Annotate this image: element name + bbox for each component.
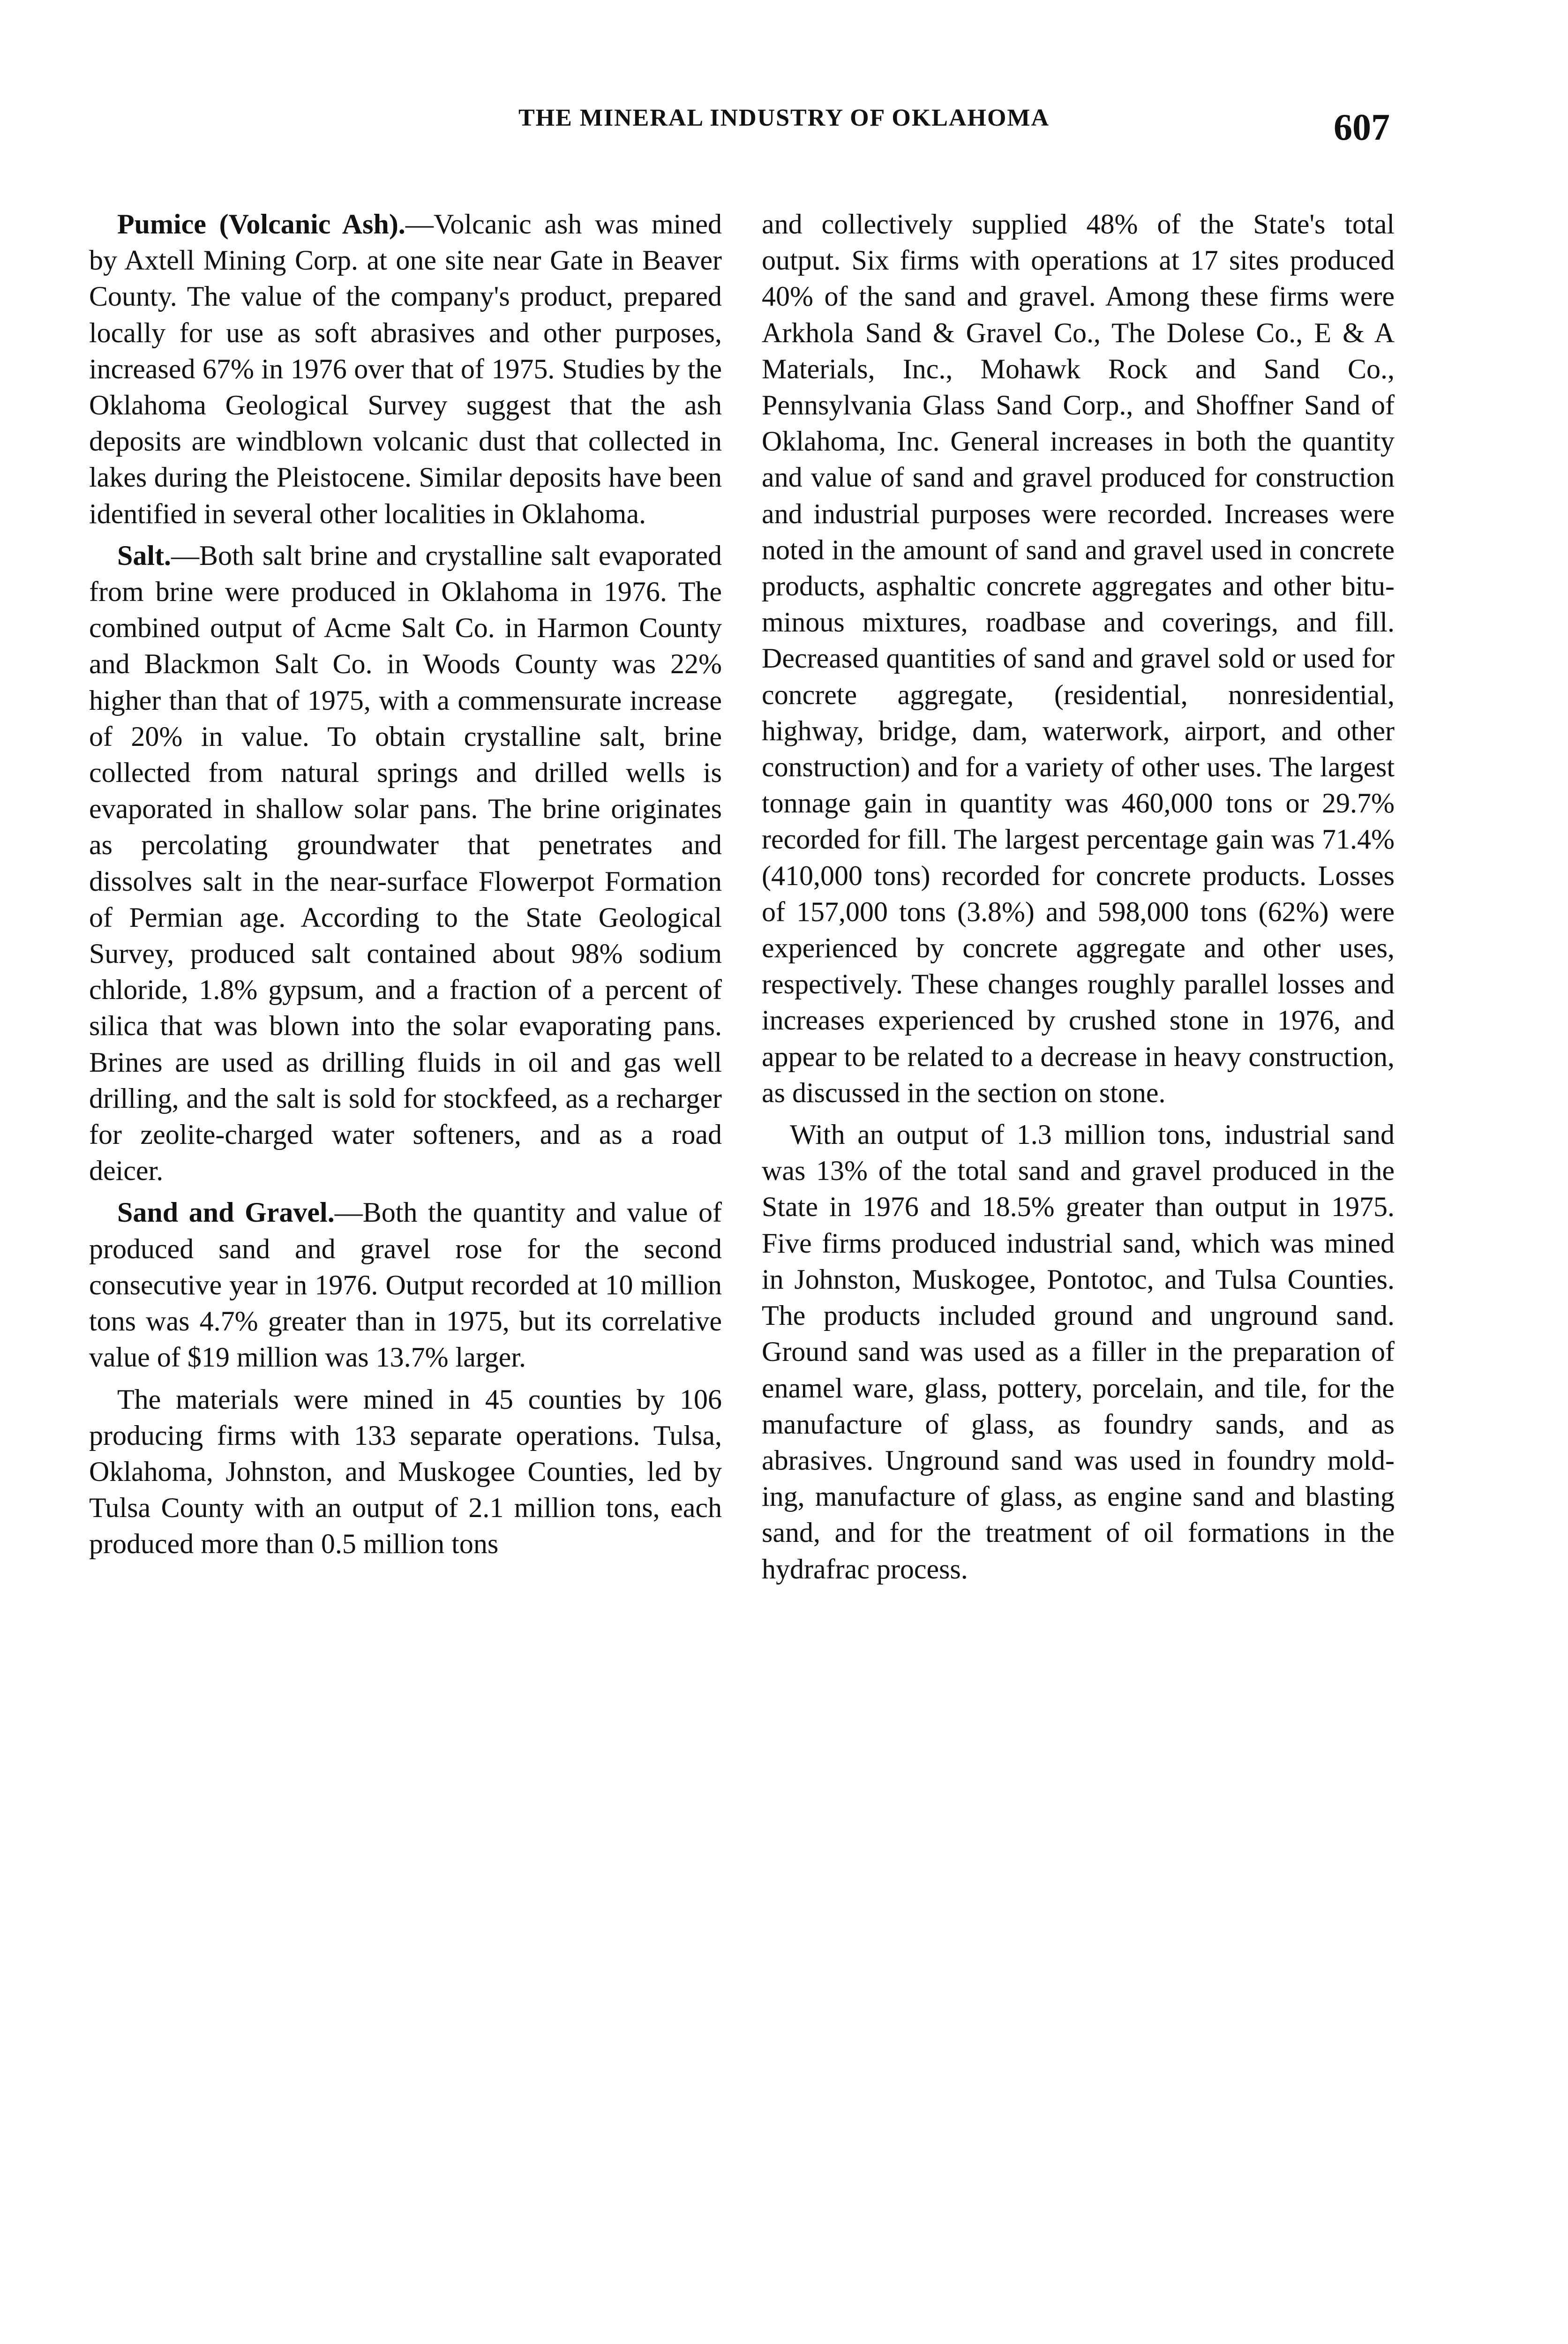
materials-paragraph: The materials were mined in 45 counties by 106 producing firms with 133 separate operations. Tulsa, Oklahoma, Johnston, and Muskogee Counties, led by Tulsa County with an output of 2.1 million tons, each produced more than 0.5 million tons [89,1383,722,1560]
page-number: 607 [1334,107,1390,148]
salt-text: —Both salt brine and crystalline salt evaporated from brine were produced in Oklahoma in 1976. The combined output of Acme Salt Co. in Harmon County and Blackmon Salt Co. in Woods County was 22% higher than that of 1975, with a commensurate increase of 20% in value. To obtain crystalline salt, brine collected from natural springs and drilled wells is evaporated in shallow solar pans. The brine originates as percolating groundwater that penetrates and dissolves salt in the near-surface Flowerpot Formation of Permian age. According to the State Geological Survey, produced salt contained about 98% sodium chloride, 1.8% gypsum, and a fraction of a percent of silica that was blown into the solar evaporating pans. Brines are used as drilling fluids in oil and gas well drilling, and the salt is sold for stockfeed, as a recharger for zeolite-charged water softeners, and as a road deicer. [89,540,722,1187]
right-column [762,206,1395,1593]
salt-paragraph [89,538,722,1189]
sand-gravel-paragraph [89,1195,722,1375]
sand-gravel-text: —Both the quantity and value of produced sand and gravel rose for the second consecutive year in 1976. Output recorded at 10 million tons was 4.7% greater than in 1975, but its correlative value of $19 million was 13.7% larger. [89,1197,722,1373]
salt-heading: Salt. [117,540,172,571]
industrial-sand-paragraph: With an output of 1.3 million tons, industrial sand was 13% of the total sand and gravel produced in the State in 1976 and 18.5% greater than output in 1975. Five firms produced industrial sand, which was mined in Johnston, Muskogee, Pontotoc, and Tulsa Counties. The products included ground and unground sand. Ground sand was used as a filler in the preparation of enamel ware, glass, pottery, porcelain, and tile, for the manufacture of glass, as foundry sands, and as abrasives. Unground sand was used in foundry molding, manufacture of glass, as engine sand and blasting sand, and for the treatment of oil formations in the hydrafrac process. [762,1119,1395,1585]
running-title: THE MINERAL INDUSTRY OF OKLAHOMA [518,105,1050,131]
left-column [89,206,722,1568]
sand-gravel-heading: Sand and Gravel. [117,1197,335,1228]
continued-paragraph: and collectively supplied 48% of the State's total output. Six firms with operations at 17 sites produced 40% of the sand and gravel. Among these firms were Arkhola Sand & Gravel Co., The Dolese Co., E & A Materials, Inc., Mohawk Rock and Sand Co., Pennsylvania Glass Sand Corp., and Shoffner Sand of Oklahoma, Inc. General increases in both the quantity and value of sand and gravel produced for construction and industrial purposes were recorded. Increases were noted in the amount of sand and gravel used in concrete products, asphaltic concrete aggregates and other bituminous mixtures, roadbase and coverings, and fill. Decreased quantities of sand and gravel sold or used for concrete aggregate, (residential, nonresidential, highway, bridge, dam, waterwork, airport, and other construction) and for a variety of other uses. The largest tonnage gain in quantity was 460,000 tons or 29.7% recorded for fill. The largest percentage gain was 71.4% (410,000 tons) recorded for concrete products. Losses of 157,000 tons (3.8%) and 598,000 tons (62%) were experienced by concrete aggregate and other uses, respectively. These changes roughly parallel losses and increases experienced by crushed stone in 1976, and appear to be related to a decrease in heavy construction, as discussed in the section on stone. [762,209,1395,1108]
pumice-paragraph [89,206,722,532]
pumice-heading: Pumice (Volcanic Ash). [117,209,405,240]
pumice-text: —Volcanic ash was mined by Axtell Mining Corp. at one site near Gate in Beaver County. The value of the company's product, prepared locally for use as soft abrasives and other purposes, increased 67% in 1976 over that of 1975. Studies by the Oklahoma Geological Survey suggest that the ash deposits are windblown volcanic dust that collected in lakes during the Pleistocene. Similar deposits have been identified in several other localities in Oklahoma. [89,209,722,529]
